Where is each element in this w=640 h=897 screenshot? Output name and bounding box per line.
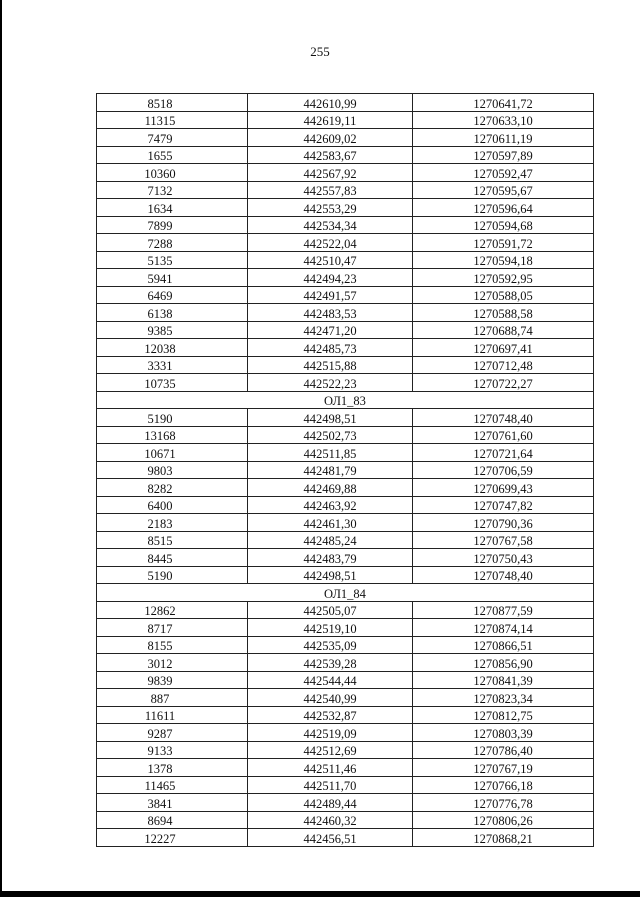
x-coordinate-cell: 442540,99 [248, 689, 413, 707]
point-number-cell: 9287 [97, 724, 248, 742]
point-number-cell: 8155 [97, 636, 248, 654]
x-coordinate-cell: 442469,88 [248, 479, 413, 497]
y-coordinate-cell: 1270688,74 [413, 321, 594, 339]
point-number-cell: 11315 [97, 111, 248, 129]
y-coordinate-cell: 1270597,89 [413, 146, 594, 164]
y-coordinate-cell: 1270706,59 [413, 461, 594, 479]
y-coordinate-cell: 1270633,10 [413, 111, 594, 129]
table-row [97, 619, 594, 637]
table-row [97, 129, 594, 147]
table-row [97, 724, 594, 742]
y-coordinate-cell: 1270697,41 [413, 339, 594, 357]
y-coordinate-cell: 1270747,82 [413, 496, 594, 514]
x-coordinate-cell: 442535,09 [248, 636, 413, 654]
table-row [97, 426, 594, 444]
y-coordinate-cell: 1270712,48 [413, 356, 594, 374]
y-coordinate-cell: 1270767,58 [413, 531, 594, 549]
table-row [97, 164, 594, 182]
y-coordinate-cell: 1270611,19 [413, 129, 594, 147]
point-number-cell: 3331 [97, 356, 248, 374]
x-coordinate-cell: 442557,83 [248, 181, 413, 199]
table-row [97, 496, 594, 514]
y-coordinate-cell: 1270874,14 [413, 619, 594, 637]
x-coordinate-cell: 442522,04 [248, 234, 413, 252]
table-row [97, 321, 594, 339]
point-number-cell: 9839 [97, 671, 248, 689]
point-number-cell: 10671 [97, 444, 248, 462]
point-number-cell: 12227 [97, 829, 248, 847]
x-coordinate-cell: 442512,69 [248, 741, 413, 759]
table-row [97, 269, 594, 287]
x-coordinate-cell: 442489,44 [248, 794, 413, 812]
table-row [97, 776, 594, 794]
table-row [97, 216, 594, 234]
table-row [97, 811, 594, 829]
table-row [97, 94, 594, 112]
y-coordinate-cell: 1270868,21 [413, 829, 594, 847]
y-coordinate-cell: 1270790,36 [413, 514, 594, 532]
x-coordinate-cell: 442463,92 [248, 496, 413, 514]
x-coordinate-cell: 442553,29 [248, 199, 413, 217]
table-row [97, 234, 594, 252]
x-coordinate-cell: 442583,67 [248, 146, 413, 164]
table-row [97, 181, 594, 199]
table-row [97, 304, 594, 322]
table-row [97, 479, 594, 497]
y-coordinate-cell: 1270748,40 [413, 566, 594, 584]
section-title: ОЛ1_84 [97, 584, 594, 602]
table-row [97, 829, 594, 847]
y-coordinate-cell: 1270866,51 [413, 636, 594, 654]
point-number-cell: 11465 [97, 776, 248, 794]
point-number-cell: 1378 [97, 759, 248, 777]
y-coordinate-cell: 1270641,72 [413, 94, 594, 112]
point-number-cell: 8445 [97, 549, 248, 567]
section-header-row [97, 584, 594, 602]
point-number-cell: 13168 [97, 426, 248, 444]
x-coordinate-cell: 442534,34 [248, 216, 413, 234]
point-number-cell: 12038 [97, 339, 248, 357]
y-coordinate-cell: 1270786,40 [413, 741, 594, 759]
table-row [97, 759, 594, 777]
x-coordinate-cell: 442609,02 [248, 129, 413, 147]
y-coordinate-cell: 1270596,64 [413, 199, 594, 217]
y-coordinate-cell: 1270594,68 [413, 216, 594, 234]
point-number-cell: 10360 [97, 164, 248, 182]
point-number-cell: 6138 [97, 304, 248, 322]
point-number-cell: 7899 [97, 216, 248, 234]
point-number-cell: 9385 [97, 321, 248, 339]
x-coordinate-cell: 442491,57 [248, 286, 413, 304]
y-coordinate-cell: 1270588,58 [413, 304, 594, 322]
y-coordinate-cell: 1270761,60 [413, 426, 594, 444]
table-row [97, 741, 594, 759]
section-title: ОЛ1_83 [97, 391, 594, 409]
y-coordinate-cell: 1270592,95 [413, 269, 594, 287]
x-coordinate-cell: 442461,30 [248, 514, 413, 532]
table-row [97, 409, 594, 427]
x-coordinate-cell: 442485,73 [248, 339, 413, 357]
table-row [97, 794, 594, 812]
table-row [97, 251, 594, 269]
point-number-cell: 9803 [97, 461, 248, 479]
table-row [97, 549, 594, 567]
table-row [97, 461, 594, 479]
x-coordinate-cell: 442510,47 [248, 251, 413, 269]
y-coordinate-cell: 1270750,43 [413, 549, 594, 567]
x-coordinate-cell: 442511,70 [248, 776, 413, 794]
x-coordinate-cell: 442498,51 [248, 409, 413, 427]
x-coordinate-cell: 442522,23 [248, 374, 413, 392]
x-coordinate-cell: 442539,28 [248, 654, 413, 672]
x-coordinate-cell: 442515,88 [248, 356, 413, 374]
y-coordinate-cell: 1270699,43 [413, 479, 594, 497]
section-header-row [97, 391, 594, 409]
table-row [97, 356, 594, 374]
x-coordinate-cell: 442485,24 [248, 531, 413, 549]
point-number-cell: 8282 [97, 479, 248, 497]
table-row [97, 706, 594, 724]
table-row [97, 111, 594, 129]
y-coordinate-cell: 1270766,18 [413, 776, 594, 794]
x-coordinate-cell: 442483,79 [248, 549, 413, 567]
y-coordinate-cell: 1270594,18 [413, 251, 594, 269]
x-coordinate-cell: 442471,20 [248, 321, 413, 339]
table-row [97, 671, 594, 689]
x-coordinate-cell: 442619,11 [248, 111, 413, 129]
y-coordinate-cell: 1270803,39 [413, 724, 594, 742]
point-number-cell: 5190 [97, 566, 248, 584]
x-coordinate-cell: 442544,44 [248, 671, 413, 689]
y-coordinate-cell: 1270748,40 [413, 409, 594, 427]
x-coordinate-cell: 442494,23 [248, 269, 413, 287]
x-coordinate-cell: 442460,32 [248, 811, 413, 829]
table-row [97, 374, 594, 392]
point-number-cell: 3012 [97, 654, 248, 672]
x-coordinate-cell: 442519,09 [248, 724, 413, 742]
x-coordinate-cell: 442610,99 [248, 94, 413, 112]
page-number: 255 [310, 44, 330, 59]
point-number-cell: 5190 [97, 409, 248, 427]
point-number-cell: 8515 [97, 531, 248, 549]
x-coordinate-cell: 442511,46 [248, 759, 413, 777]
y-coordinate-cell: 1270823,34 [413, 689, 594, 707]
point-number-cell: 887 [97, 689, 248, 707]
x-coordinate-cell: 442502,73 [248, 426, 413, 444]
x-coordinate-cell: 442511,85 [248, 444, 413, 462]
table-row [97, 654, 594, 672]
coordinates-table-body [97, 94, 594, 847]
y-coordinate-cell: 1270591,72 [413, 234, 594, 252]
point-number-cell: 11611 [97, 706, 248, 724]
point-number-cell: 8518 [97, 94, 248, 112]
point-number-cell: 3841 [97, 794, 248, 812]
y-coordinate-cell: 1270722,27 [413, 374, 594, 392]
table-row [97, 531, 594, 549]
y-coordinate-cell: 1270588,05 [413, 286, 594, 304]
point-number-cell: 7288 [97, 234, 248, 252]
y-coordinate-cell: 1270806,26 [413, 811, 594, 829]
coordinates-table [96, 93, 594, 847]
scan-left-border [0, 0, 2, 897]
point-number-cell: 8694 [97, 811, 248, 829]
point-number-cell: 9133 [97, 741, 248, 759]
table-row [97, 339, 594, 357]
point-number-cell: 2183 [97, 514, 248, 532]
point-number-cell: 1634 [97, 199, 248, 217]
table-row [97, 566, 594, 584]
point-number-cell: 5135 [97, 251, 248, 269]
x-coordinate-cell: 442519,10 [248, 619, 413, 637]
y-coordinate-cell: 1270767,19 [413, 759, 594, 777]
x-coordinate-cell: 442505,07 [248, 601, 413, 619]
scan-bottom-border [0, 891, 640, 897]
y-coordinate-cell: 1270721,64 [413, 444, 594, 462]
table-row [97, 444, 594, 462]
y-coordinate-cell: 1270592,47 [413, 164, 594, 182]
y-coordinate-cell: 1270776,78 [413, 794, 594, 812]
x-coordinate-cell: 442532,87 [248, 706, 413, 724]
table-row [97, 286, 594, 304]
point-number-cell: 12862 [97, 601, 248, 619]
table-row [97, 689, 594, 707]
y-coordinate-cell: 1270877,59 [413, 601, 594, 619]
point-number-cell: 10735 [97, 374, 248, 392]
x-coordinate-cell: 442483,53 [248, 304, 413, 322]
x-coordinate-cell: 442456,51 [248, 829, 413, 847]
point-number-cell: 8717 [97, 619, 248, 637]
point-number-cell: 5941 [97, 269, 248, 287]
y-coordinate-cell: 1270812,75 [413, 706, 594, 724]
point-number-cell: 7132 [97, 181, 248, 199]
y-coordinate-cell: 1270595,67 [413, 181, 594, 199]
table-row [97, 199, 594, 217]
table-row [97, 514, 594, 532]
point-number-cell: 6469 [97, 286, 248, 304]
point-number-cell: 7479 [97, 129, 248, 147]
point-number-cell: 1655 [97, 146, 248, 164]
y-coordinate-cell: 1270856,90 [413, 654, 594, 672]
table-row [97, 636, 594, 654]
point-number-cell: 6400 [97, 496, 248, 514]
y-coordinate-cell: 1270841,39 [413, 671, 594, 689]
table-row [97, 146, 594, 164]
x-coordinate-cell: 442481,79 [248, 461, 413, 479]
x-coordinate-cell: 442567,92 [248, 164, 413, 182]
table-row [97, 601, 594, 619]
x-coordinate-cell: 442498,51 [248, 566, 413, 584]
